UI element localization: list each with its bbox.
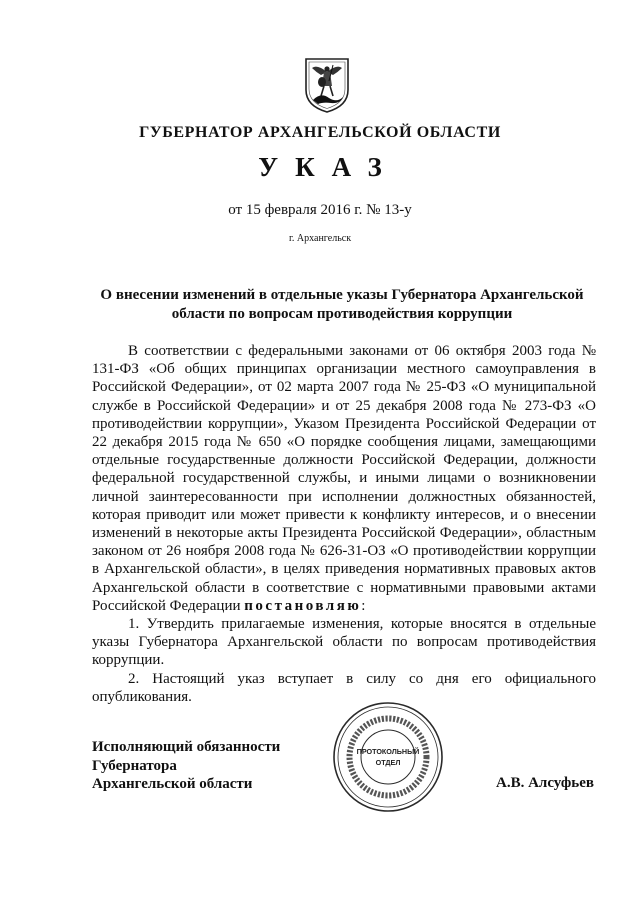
item-1: 1. Утвердить прилагаемые изменения, которые вносятся в отдельные указы Губернатора Архангельской области по вопросам противодействия коррупции. [92,616,596,669]
seal-center-line: ПРОТОКОЛЬНЫЙ [356,747,420,756]
preamble-paragraph [92,342,596,615]
signatory-position [92,738,342,794]
document-body [92,342,596,706]
signatory-position-line: Архангельской области [92,776,253,792]
coat-of-arms-emblem [303,56,351,114]
signatory-position-line: Исполняющий обязанности [92,739,281,755]
document-place: г. Архангельск [288,233,352,244]
issuing-authority: ГУБЕРНАТОР АРХАНГЕЛЬСКОЙ ОБЛАСТИ [139,124,501,141]
document-type: УКАЗ [258,152,399,182]
seal-center-line: ОТДЕЛ [375,758,401,767]
directive-word: постановляю [244,597,362,614]
item-2: 2. Настоящий указ вступает в силу со дня его официального опубликования. [92,670,596,705]
official-seal [331,700,445,814]
signatory-name: А.В. Алсуфьев [496,775,594,791]
directive-colon: : [361,597,366,614]
document-date-number: от 15 февраля 2016 г. № 13-у [228,202,412,218]
document-title: О внесении изменений в отдельные указы Губернатора Архангельской области по вопросам противодействия коррупции [100,287,584,322]
signatory-position-line: Губернатора [92,757,177,774]
preamble-text: В соответствии с федеральными законами от 06 октября 2003 года № 131-ФЗ «Об общих принципах организации местного самоуправления в Российской Федерации», от 02 марта 2007 года № 25-ФЗ «О муниципальной службе в Российской Федерации» и от 25 декабря 2008 года № 273-ФЗ «О противодействии коррупции», Указом Президента Российской Федерации от 22 декабря 2015 года № 650 «О порядке сообщения лицами, замещающими отдельные государственные должности Российской Федерации, должности федеральной государственной службы, и иными лицами о возникновении личной заинтересованности при исполнении должностных обязанностей, которая приводит или может привести к конфликту интересов, и о внесении изменений в некоторые акты Президента Российской Федерации», областным законом от 26 ноября 2008 года № 626-31-ОЗ «О противодействии коррупции в Архангельской области», в целях приведения нормативных правовых актов Архангельской области в соответствие с нормативными правовыми актами Российской Федерации [92,343,596,614]
